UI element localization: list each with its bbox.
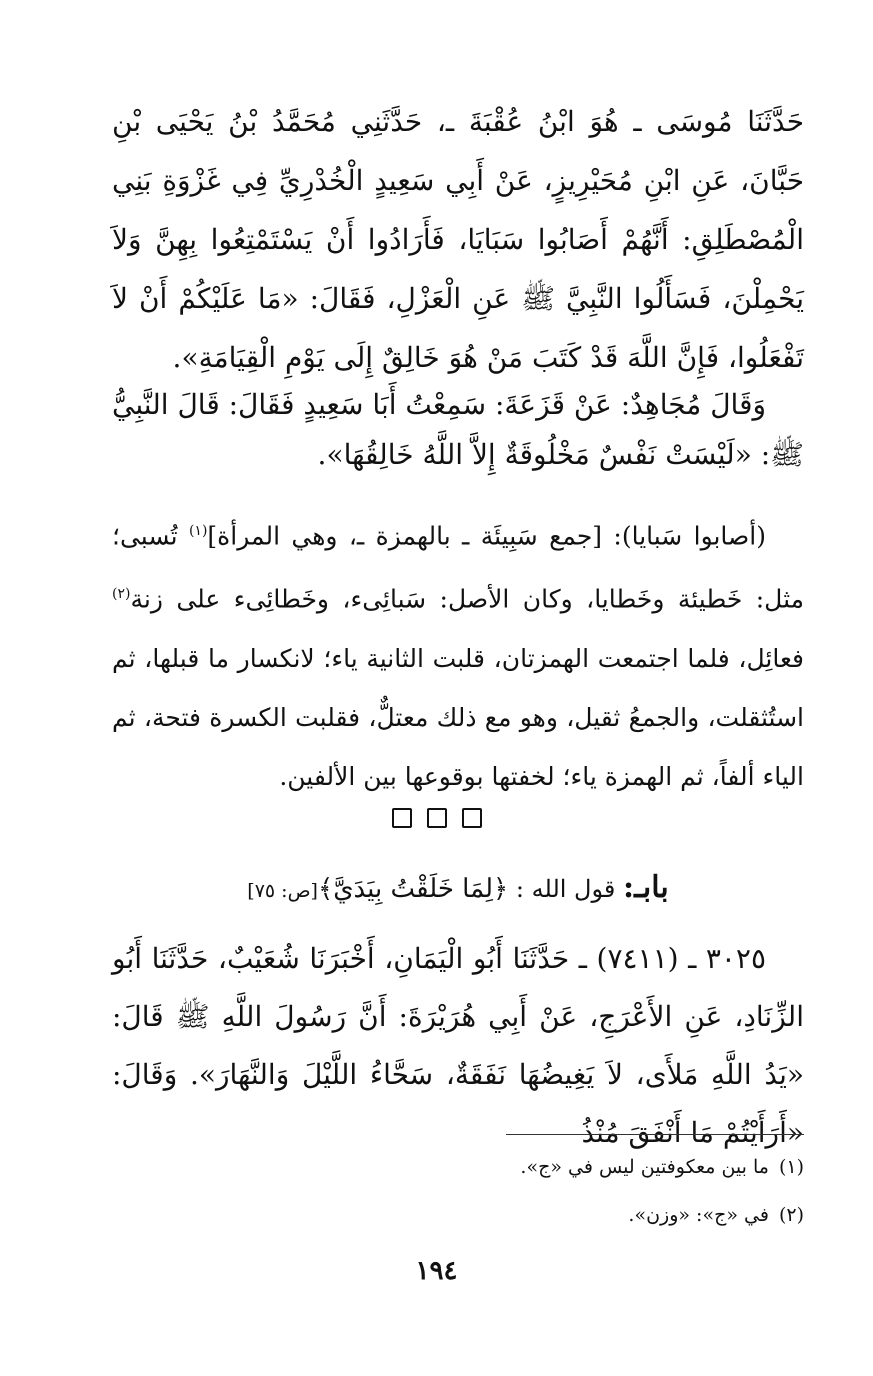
footnote-ref-1: (١)	[188, 523, 208, 539]
footnote-ref-2: (٢)	[112, 586, 131, 603]
footnote-text: ما بين معكوفتين ليس في «ج».	[520, 1156, 769, 1178]
page-number: ١٩٤	[415, 1256, 458, 1286]
footnote-number: (١)	[778, 1156, 804, 1178]
footnote-number: (٢)	[778, 1204, 804, 1226]
section-separator	[0, 808, 873, 828]
note-part-1: (أصابوا سَبايا): [جمع سَبِيئَة ـ بالهمزة ـ، وهي المرأة]	[207, 521, 766, 551]
linguistic-note	[112, 502, 804, 806]
verse-reference: [ص: ٧٥]	[247, 880, 318, 902]
hadith-text-3: ٣٠٢٥ ـ (٧٤١١) ـ حَدَّثَنَا أَبُو الْيَمَانِ، أَخْبَرَنَا شُعَيْبٌ، حَدَّثَنَا أَبُو الزِّنَادِ، عَنِ الأَعْرَجِ، عَنْ أَبِي هُرَيْرَةَ: أَنَّ رَسُولَ اللَّهِ ﷺ قَالَ: «يَدُ اللَّهِ مَلأَى، لاَ يَغِيضُهَا نَفَقَةٌ، سَحَّاءُ اللَّيْلَ وَالنَّهَارَ». وَقَالَ: «أَرَأَيْتُمْ مَا أَنْفَقَ مُنْذُ	[112, 942, 804, 1149]
chapter-intro: قول الله :	[515, 875, 616, 903]
quran-verse: ﴿لِمَا خَلَقْتُ بِيَدَيَّ﴾	[317, 874, 509, 904]
separator-box-icon	[392, 808, 412, 828]
chapter-label: بابـ:	[623, 870, 669, 905]
footnote-text: في «ج»: «وزن».	[628, 1204, 769, 1226]
separator-box-icon	[462, 808, 482, 828]
footnote-divider	[506, 1134, 804, 1135]
hadith-text-2: وَقَالَ مُجَاهِدٌ: عَنْ قَزَعَةَ: سَمِعْتُ أَبَا سَعِيدٍ فَقَالَ: قَالَ النَّبِيُّ ﷺ: «لَيْسَتْ نَفْسٌ مَخْلُوقَةٌ إِلاَّ اللَّهُ خَالِقُهَا».	[112, 388, 804, 471]
chapter-heading	[112, 866, 804, 913]
footnote-2	[112, 1200, 804, 1230]
footnote-1	[112, 1152, 804, 1182]
note-part-3: فعائِل، فلما اجتمعت الهمزتان، قلبت الثانية ياء؛ لانكسار ما قبلها، ثم استُثقلت، والجمعُ ثقيل، وهو مع ذلك معتلٌّ، فقلبت الكسرة فتحة، ثم الياء ألفاً، ثم الهمزة ياء؛ لخفتها بوقوعها بين الألفين.	[112, 643, 804, 791]
separator-box-icon	[427, 808, 447, 828]
hadith-text-1: حَدَّثَنَا مُوسَى ـ هُوَ ابْنُ عُقْبَةَ ـ، حَدَّثَنِي مُحَمَّدُ بْنُ يَحْيَى بْنِ حَبَّانَ، عَنِ ابْنِ مُحَيْرِيزٍ، عَنْ أَبِي سَعِيدٍ الْخُدْرِيِّ فِي غَزْوَةِ بَنِي الْمُصْطَلِقِ: أَنَّهُمْ أَصَابُوا سَبَايَا، فَأَرَادُوا أَنْ يَسْتَمْتِعُوا بِهِنَّ وَلاَ يَحْمِلْنَ، فَسَأَلُوا النَّبِيَّ ﷺ عَنِ الْعَزْلِ، فَقَالَ: «مَا عَلَيْكُمْ أَنْ لاَ تَفْعَلُوا، فَإِنَّ اللَّهَ قَدْ كَتَبَ مَنْ هُوَ خَالِقٌ إِلَى يَوْمِ الْقِيَامَةِ».	[112, 105, 805, 374]
note-part-2: تُسبى؛ مثل: خَطيئة وخَطايا، وكان الأصل: سَبائِىء، وخَطائِىء على زنة	[112, 521, 804, 614]
